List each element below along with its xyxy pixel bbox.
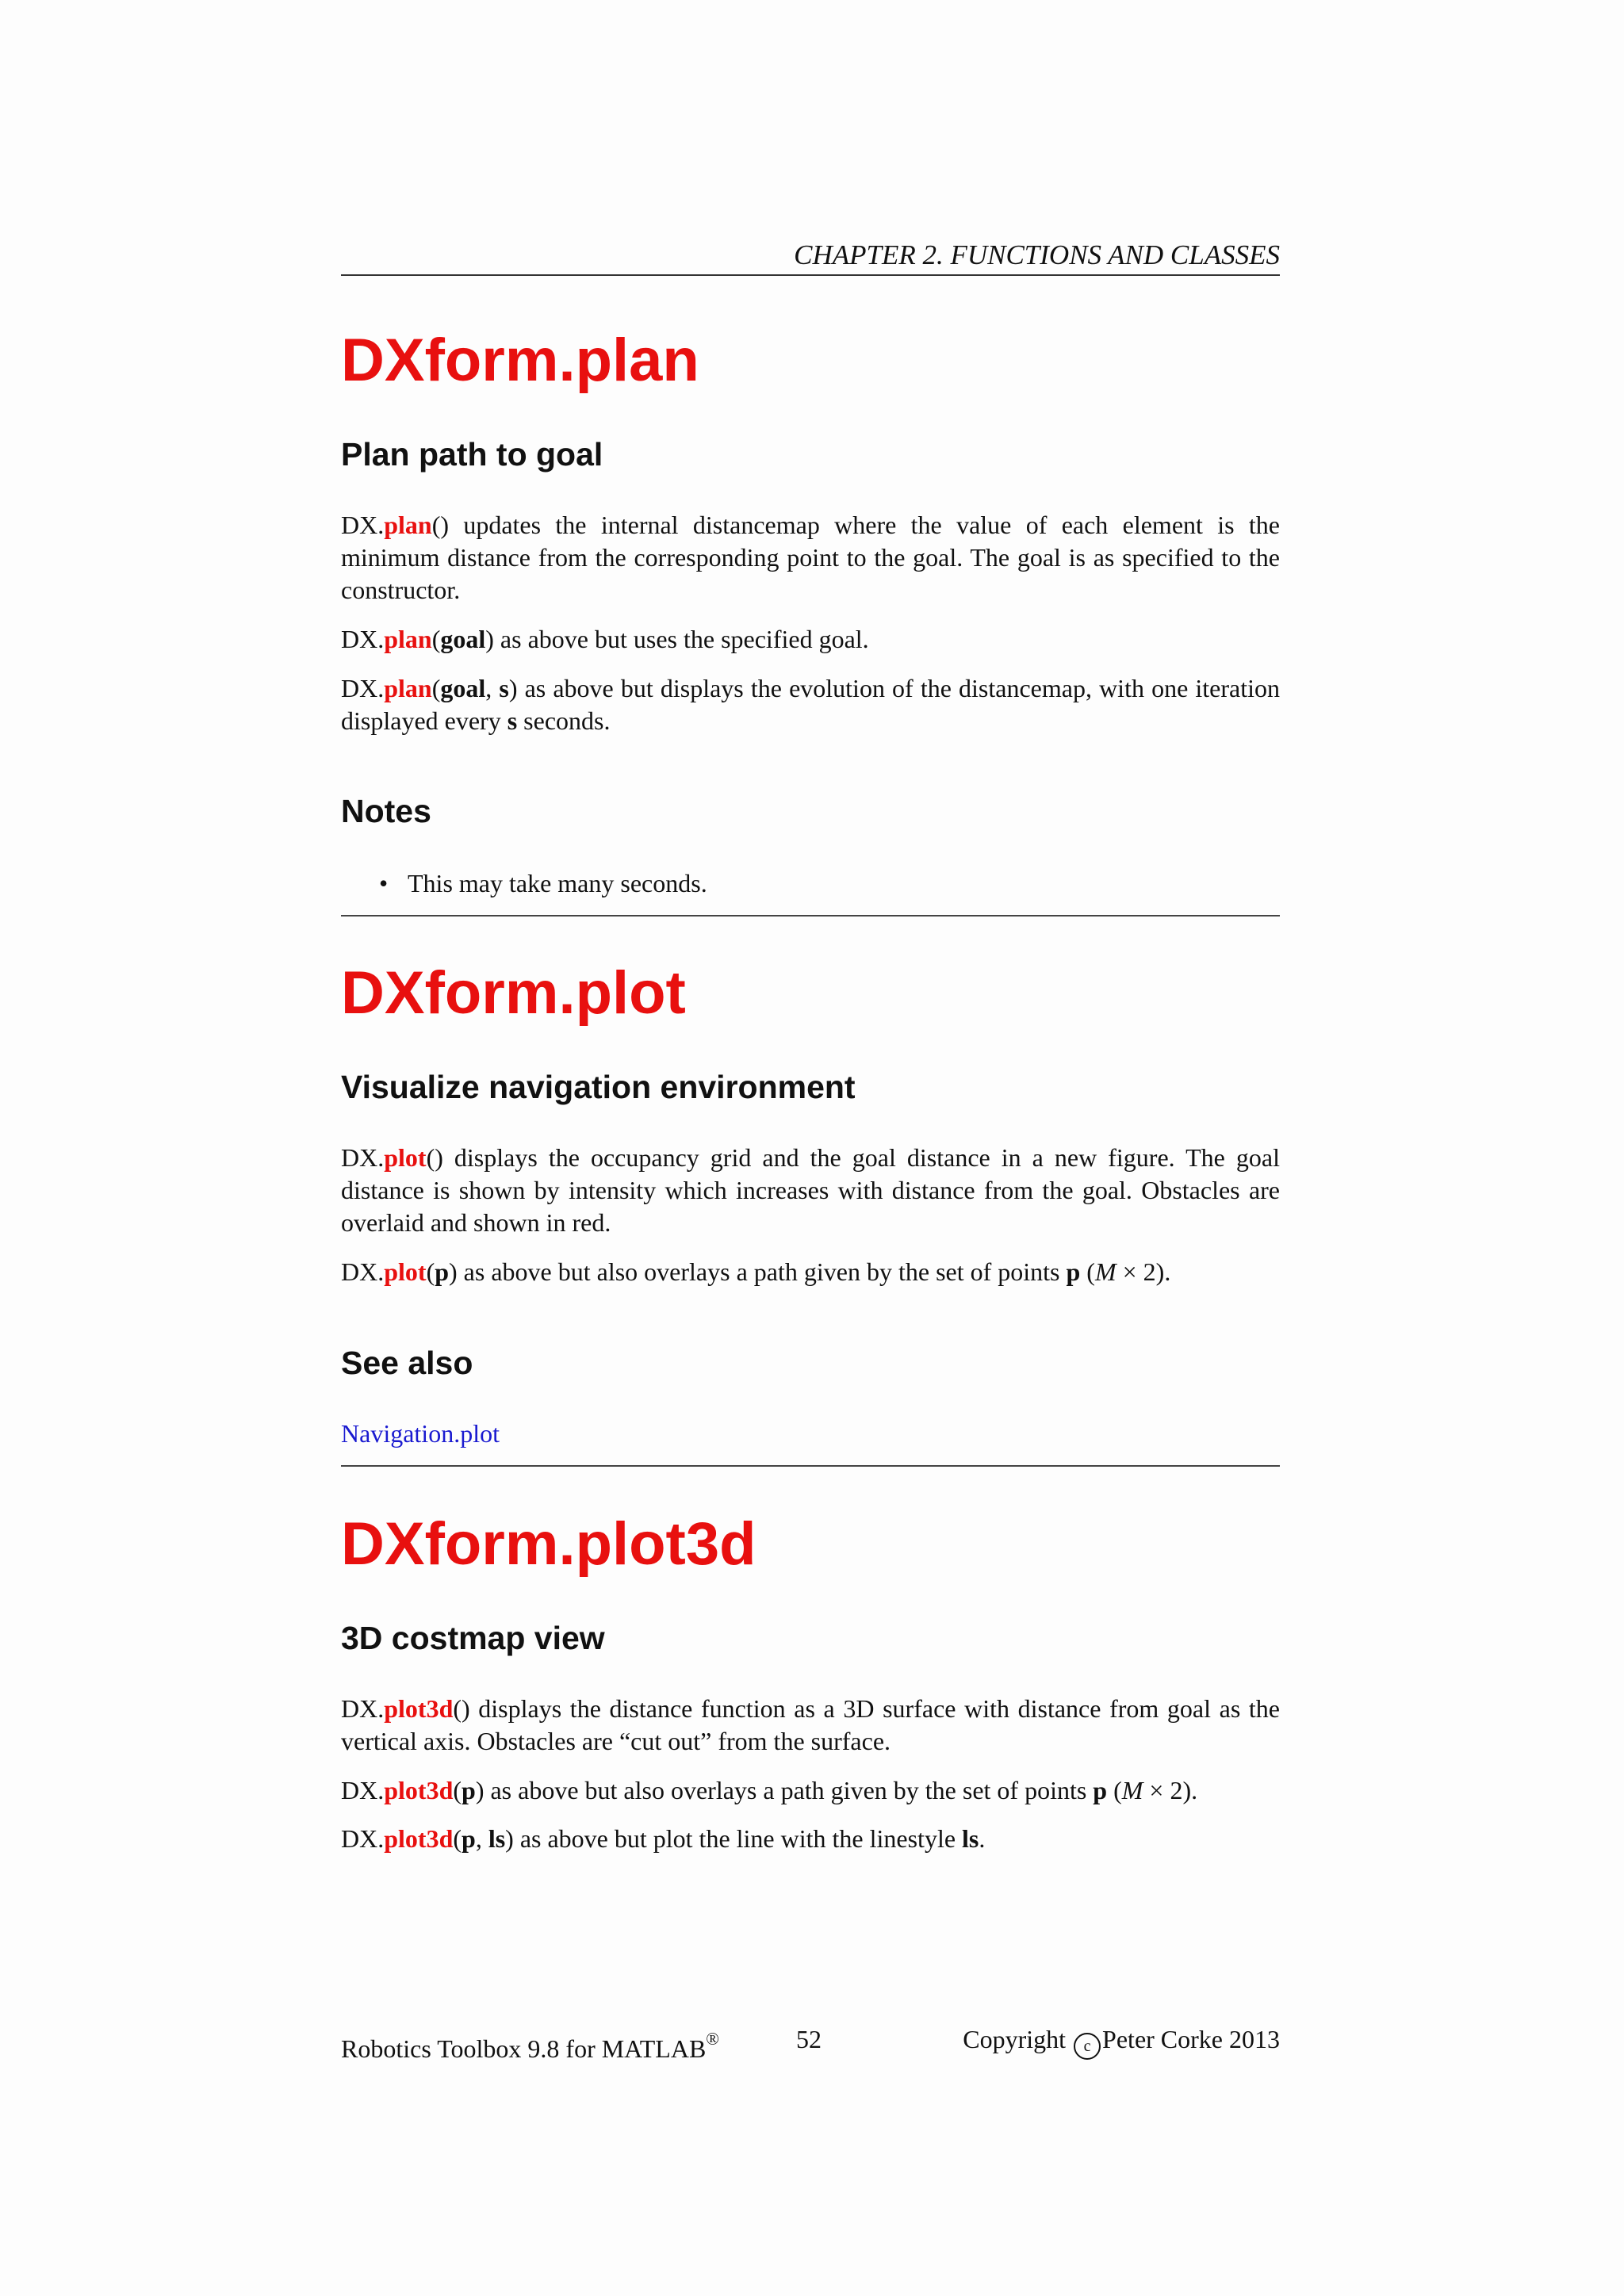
paragraph-plot3d-3: DX.plot3d(p, ls) as above but plot the line with the linestyle ls. bbox=[341, 1824, 986, 1853]
paragraph-plot3d-1: DX.plot3d() displays the distance function as a 3D surface with distance from goal as the vertical axis. Obstacles are “cut out” from the surface. bbox=[341, 1694, 1280, 1755]
argument: p bbox=[1093, 1776, 1108, 1804]
paragraph-plan-1: DX.plan() updates the internal distancemap where the value of each element is the minimum distance from the corresponding point to the goal. The goal is as specified to the constructor. bbox=[341, 511, 1280, 604]
math-variable: M bbox=[1094, 1257, 1116, 1286]
registered-mark: ® bbox=[706, 2029, 719, 2049]
function-name: plan bbox=[384, 511, 432, 539]
argument: p bbox=[1066, 1257, 1081, 1286]
section-title-plan: DXform.plan bbox=[341, 327, 699, 394]
argument: p bbox=[462, 1776, 476, 1804]
argument: p bbox=[435, 1257, 450, 1286]
function-name: plot3d bbox=[384, 1824, 454, 1853]
function-name: plot3d bbox=[384, 1694, 454, 1723]
section-title-plot3d: DXform.plot3d bbox=[341, 1510, 756, 1578]
see-also-link[interactable]: Navigation.plot bbox=[341, 1419, 500, 1448]
bullet-icon: • bbox=[379, 869, 389, 897]
argument: p bbox=[462, 1824, 476, 1853]
notes-heading: Notes bbox=[341, 793, 431, 829]
section-subtitle-plot3d: 3D costmap view bbox=[341, 1620, 605, 1656]
note-item: This may take many seconds. bbox=[408, 869, 707, 897]
paragraph-plan-2: DX.plan(goal) as above but uses the specified goal. bbox=[341, 625, 869, 653]
argument: s bbox=[507, 706, 518, 735]
section-subtitle-plan: Plan path to goal bbox=[341, 436, 603, 473]
function-name: plot bbox=[384, 1257, 427, 1286]
paragraph-plan-3: DX.plan(goal, s) as above but displays the evolution of the distancemap, with one iteration displayed every s seconds. bbox=[341, 674, 1280, 735]
function-name: plot3d bbox=[384, 1776, 454, 1804]
header-rule bbox=[341, 274, 1280, 276]
paragraph-plot-2: DX.plot(p) as above but also overlays a path given by the set of points p (M × 2). bbox=[341, 1257, 1171, 1286]
function-name: plan bbox=[384, 674, 432, 702]
section-divider bbox=[341, 1465, 1280, 1467]
copyright-icon: c bbox=[1074, 2033, 1101, 2060]
function-name: plan bbox=[384, 625, 432, 653]
paragraph-plot3d-2: DX.plot3d(p) as above but also overlays a path given by the set of points p (M × 2). bbox=[341, 1776, 1198, 1804]
argument: ls bbox=[962, 1824, 979, 1853]
footer-copyright: Copyright c Peter Corke 2013 bbox=[963, 2023, 1280, 2060]
argument: goal bbox=[440, 625, 486, 653]
footer-title: Robotics Toolbox 9.8 for MATLAB® bbox=[341, 2029, 719, 2063]
math-variable: M bbox=[1121, 1776, 1143, 1804]
section-title-plot: DXform.plot bbox=[341, 959, 686, 1027]
running-head: CHAPTER 2. FUNCTIONS AND CLASSES bbox=[794, 239, 1280, 270]
section-subtitle-plot: Visualize navigation environment bbox=[341, 1069, 856, 1105]
function-name: plot bbox=[384, 1143, 427, 1172]
argument: s bbox=[499, 674, 509, 702]
page-number: 52 bbox=[796, 2025, 822, 2053]
paragraph-plot-1: DX.plot() displays the occupancy grid and the goal distance in a new figure. The goal distance is shown by intensity which increases with distance from the goal. Obstacles are overlaid and shown in red. bbox=[341, 1143, 1280, 1237]
section-divider bbox=[341, 915, 1280, 916]
argument: ls bbox=[488, 1824, 506, 1853]
see-also-heading: See also bbox=[341, 1345, 473, 1381]
argument: goal bbox=[440, 674, 486, 702]
